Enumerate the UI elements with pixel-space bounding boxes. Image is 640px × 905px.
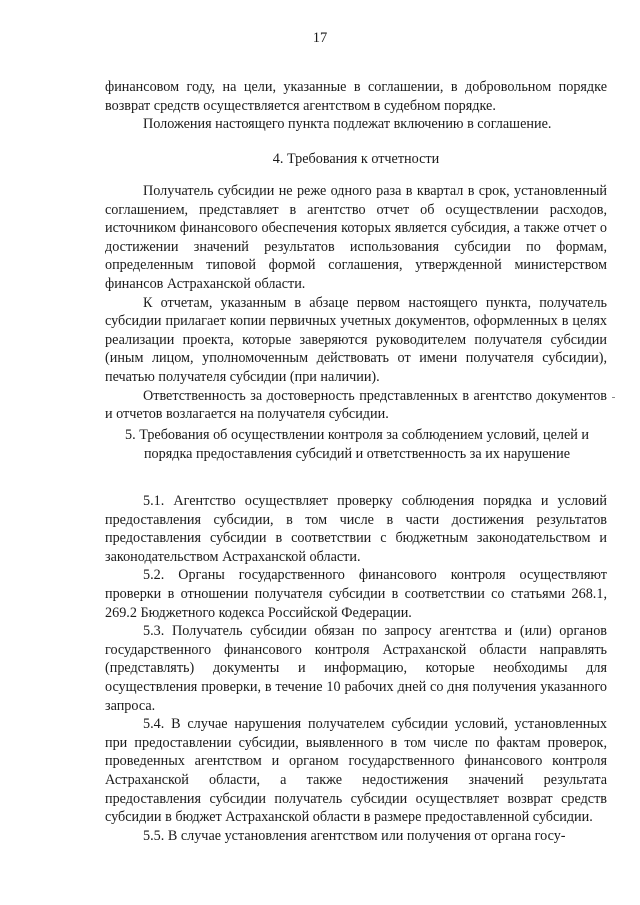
page-number: 17 <box>312 30 328 46</box>
section-4-body <box>105 182 607 424</box>
section-5-heading: 5. Требования об осуществлении контроля за соблюдением условий, целей и порядка предоставления субсидий и ответственность за их нарушение <box>125 427 589 462</box>
section-4-paragraph-2: К отчетам, указанным в абзаце первом настоящего пункта, получатель субсидии прилагает копии первичных учетных документов, оформленных в целях реализации проекта, которые заверяются руководителем получателя субсидии (иным лицом, уполномоченным действовать от имени получателя субсидии), печатью получателя субсидии (при наличии). <box>105 294 607 385</box>
scan-artifact <box>612 397 615 398</box>
clause-5-3: 5.3. Получатель субсидии обязан по запросу агентства и (или) органов государственного финансового контроля Астраханской области направлять (представлять) документы и информацию, которые необходимы для осуществления проверки, в течение 10 рабочих дней со дня получения указанного запроса. <box>105 623 607 714</box>
clause-5-2: 5.2. Органы государственного финансового контроля осуществляют проверки в отношении получателя субсидии в соответствии со статьями 268.1, 269.2 Бюджетного кодекса Российской Федерации. <box>105 567 607 621</box>
intro-paragraph-continuation: финансовом году, на цели, указанные в соглашении, в добровольном порядке возврат средств осуществляется агентством в судебном порядке. <box>105 79 607 114</box>
section-4-paragraph-3: Ответственность за достоверность представленных в агентство документов и отчетов возлагается на получателя субсидии. <box>105 387 607 423</box>
intro-text <box>105 78 607 134</box>
section-4-heading: 4. Требования к отчетности <box>272 151 440 167</box>
intro-paragraph-provision: Положения настоящего пункта подлежат включению в соглашение. <box>143 116 552 133</box>
clause-5-4: 5.4. В случае нарушения получателем субсидии условий, установленных при предоставлении субсидии, выявленного в том числе по фактам проверок, проведенных агентством и органом государственного финансового контроля Астраханской области, а также недостижения значений результата предоставления субсидии получатель субсидии осуществляет возврат средств субсидии в бюджет Астраханской области в размере предоставленной субсидии. <box>105 716 607 826</box>
clause-5-1: 5.1. Агентство осуществляет проверку соблюдения порядка и условий предоставления субсидии, в том числе в части достижения результатов предоставления субсидии в соответствии с бюджетным законодательством и законодательством Астраханской области. <box>105 493 607 565</box>
section-5-body <box>105 492 607 845</box>
section-4-paragraph-1: Получатель субсидии не реже одного раза в квартал в срок, установленный соглашением, представляет в агентство отчет об осуществлении расходов, источником финансового обеспечения которых является субсидия, а также отчет о достижении значений результатов использования субсидии по формам, определенным типовой формой соглашения, утвержденной министерством финансов Астраханской области. <box>105 183 607 292</box>
clause-5-5: 5.5. В случае установления агентством или получения от органа госу- <box>143 827 566 844</box>
